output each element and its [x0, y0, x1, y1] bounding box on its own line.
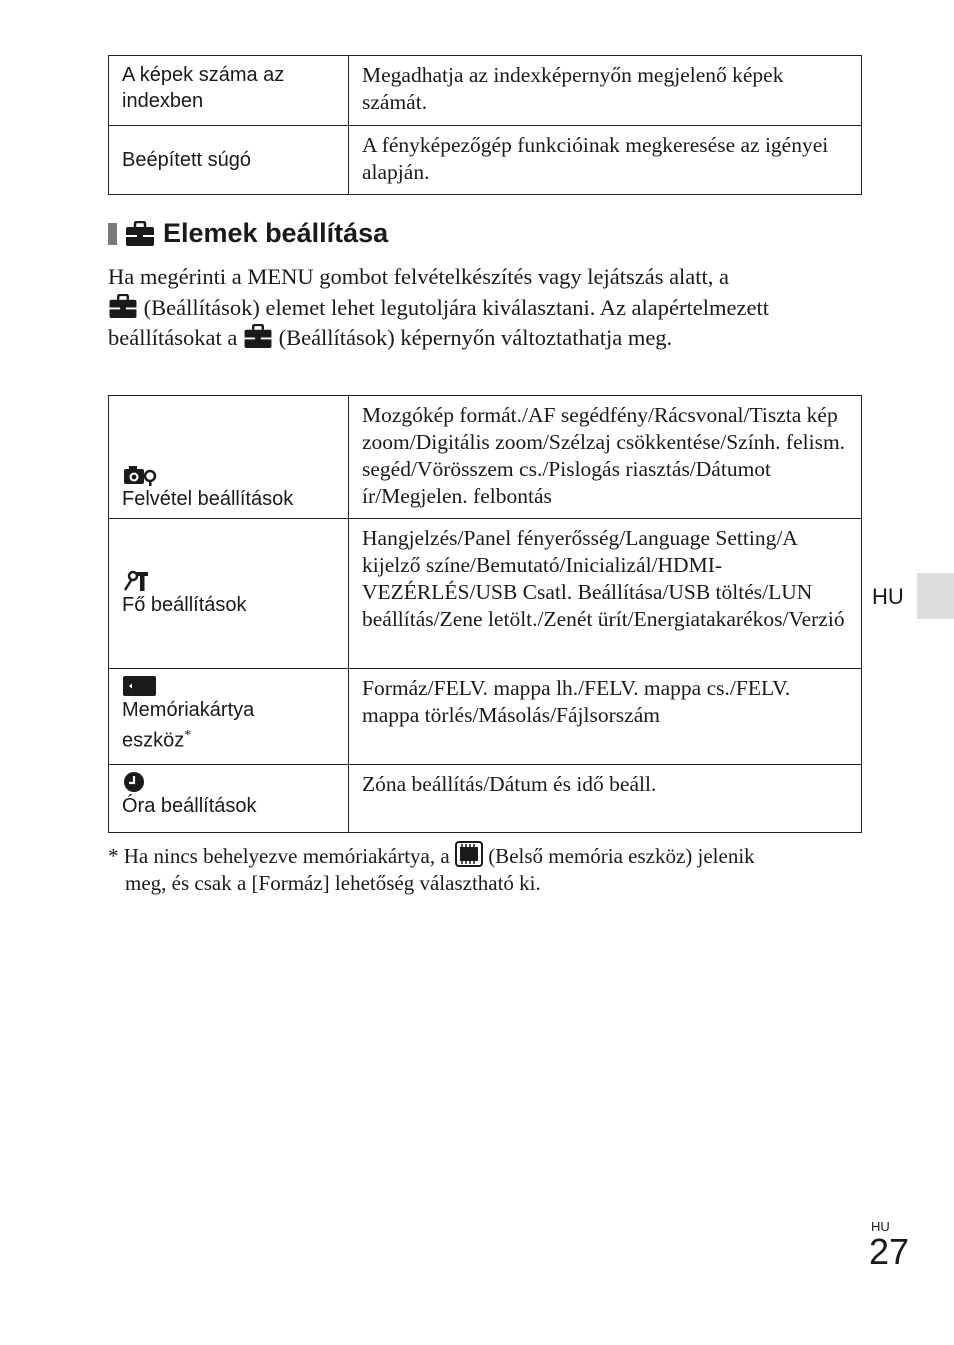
functions-table	[108, 55, 862, 195]
row-description: Hangjelzés/Panel fényerősség/Language Setting/A kijelző színe/Bemutató/Inicializál/HDMI-VEZÉRLÉS/USB Csatl. Beállítása/USB töltés/LUN beállítás/Zene letölt./Zenét ürít/Energiatakarékos/Verzió	[349, 519, 862, 669]
row-label: Beépített súgó	[109, 126, 349, 195]
table-row	[109, 765, 862, 833]
footnote: * Ha nincs behelyezve memóriakártya, a (Belső memória eszköz) jelenik meg, és csak a [Formáz] lehetőség választható ki.	[108, 841, 878, 897]
table-row	[109, 669, 862, 765]
toolbox-icon	[108, 294, 138, 319]
internal-memory-icon	[455, 841, 483, 867]
row-description: Zóna beállítás/Dátum és idő beáll.	[349, 765, 862, 833]
row-label: Óra beállítások	[109, 765, 349, 833]
section-intro: Ha megérinti a MENU gombot felvételkészítés vagy lejátszás alatt, a (Beállítások) elemet lehet legutoljára kiválasztani. Az alapértelmezett beállításokat a (Beállítások) képernyőn változtathatja meg.	[108, 264, 769, 350]
table-row	[109, 396, 862, 519]
camera-settings-icon	[122, 464, 158, 486]
row-label: Fő beállítások	[109, 519, 349, 669]
toolbox-icon	[125, 221, 155, 247]
row-label: Memóriakártya eszköz*	[109, 669, 349, 765]
language-tab	[917, 573, 954, 619]
toolbox-icon	[243, 324, 273, 349]
tools-icon	[122, 570, 150, 592]
clock-icon	[122, 771, 150, 793]
row-description: Megadhatja az indexképernyőn megjelenő képek számát.	[349, 56, 862, 126]
language-tab-label: HU	[872, 584, 904, 609]
table-row	[109, 519, 862, 669]
table-row	[109, 56, 862, 126]
heading-marker	[108, 223, 117, 245]
memory-card-icon	[122, 675, 158, 697]
page-number: 27	[869, 1231, 910, 1272]
table-row	[109, 126, 862, 195]
section-title: Elemek beállítása	[163, 218, 389, 248]
row-label: Felvétel beállítások	[109, 396, 349, 519]
row-label: A képek száma az indexben	[109, 56, 349, 126]
page-language: HU	[871, 1219, 890, 1234]
row-description: Mozgókép formát./AF segédfény/Rácsvonal/Tiszta kép zoom/Digitális zoom/Szélzaj csökkentése/Szính. felism. segéd/Vörösszem cs./Pislogás riasztás/Dátumot ír/Megjelen. felbontás	[349, 396, 862, 519]
row-description: A fényképezőgép funkcióinak megkeresése az igényei alapján.	[349, 126, 862, 195]
section-heading	[108, 218, 388, 249]
settings-table	[108, 395, 862, 833]
row-description: Formáz/FELV. mappa lh./FELV. mappa cs./FELV. mappa törlés/Másolás/Fájlsorszám	[349, 669, 862, 765]
